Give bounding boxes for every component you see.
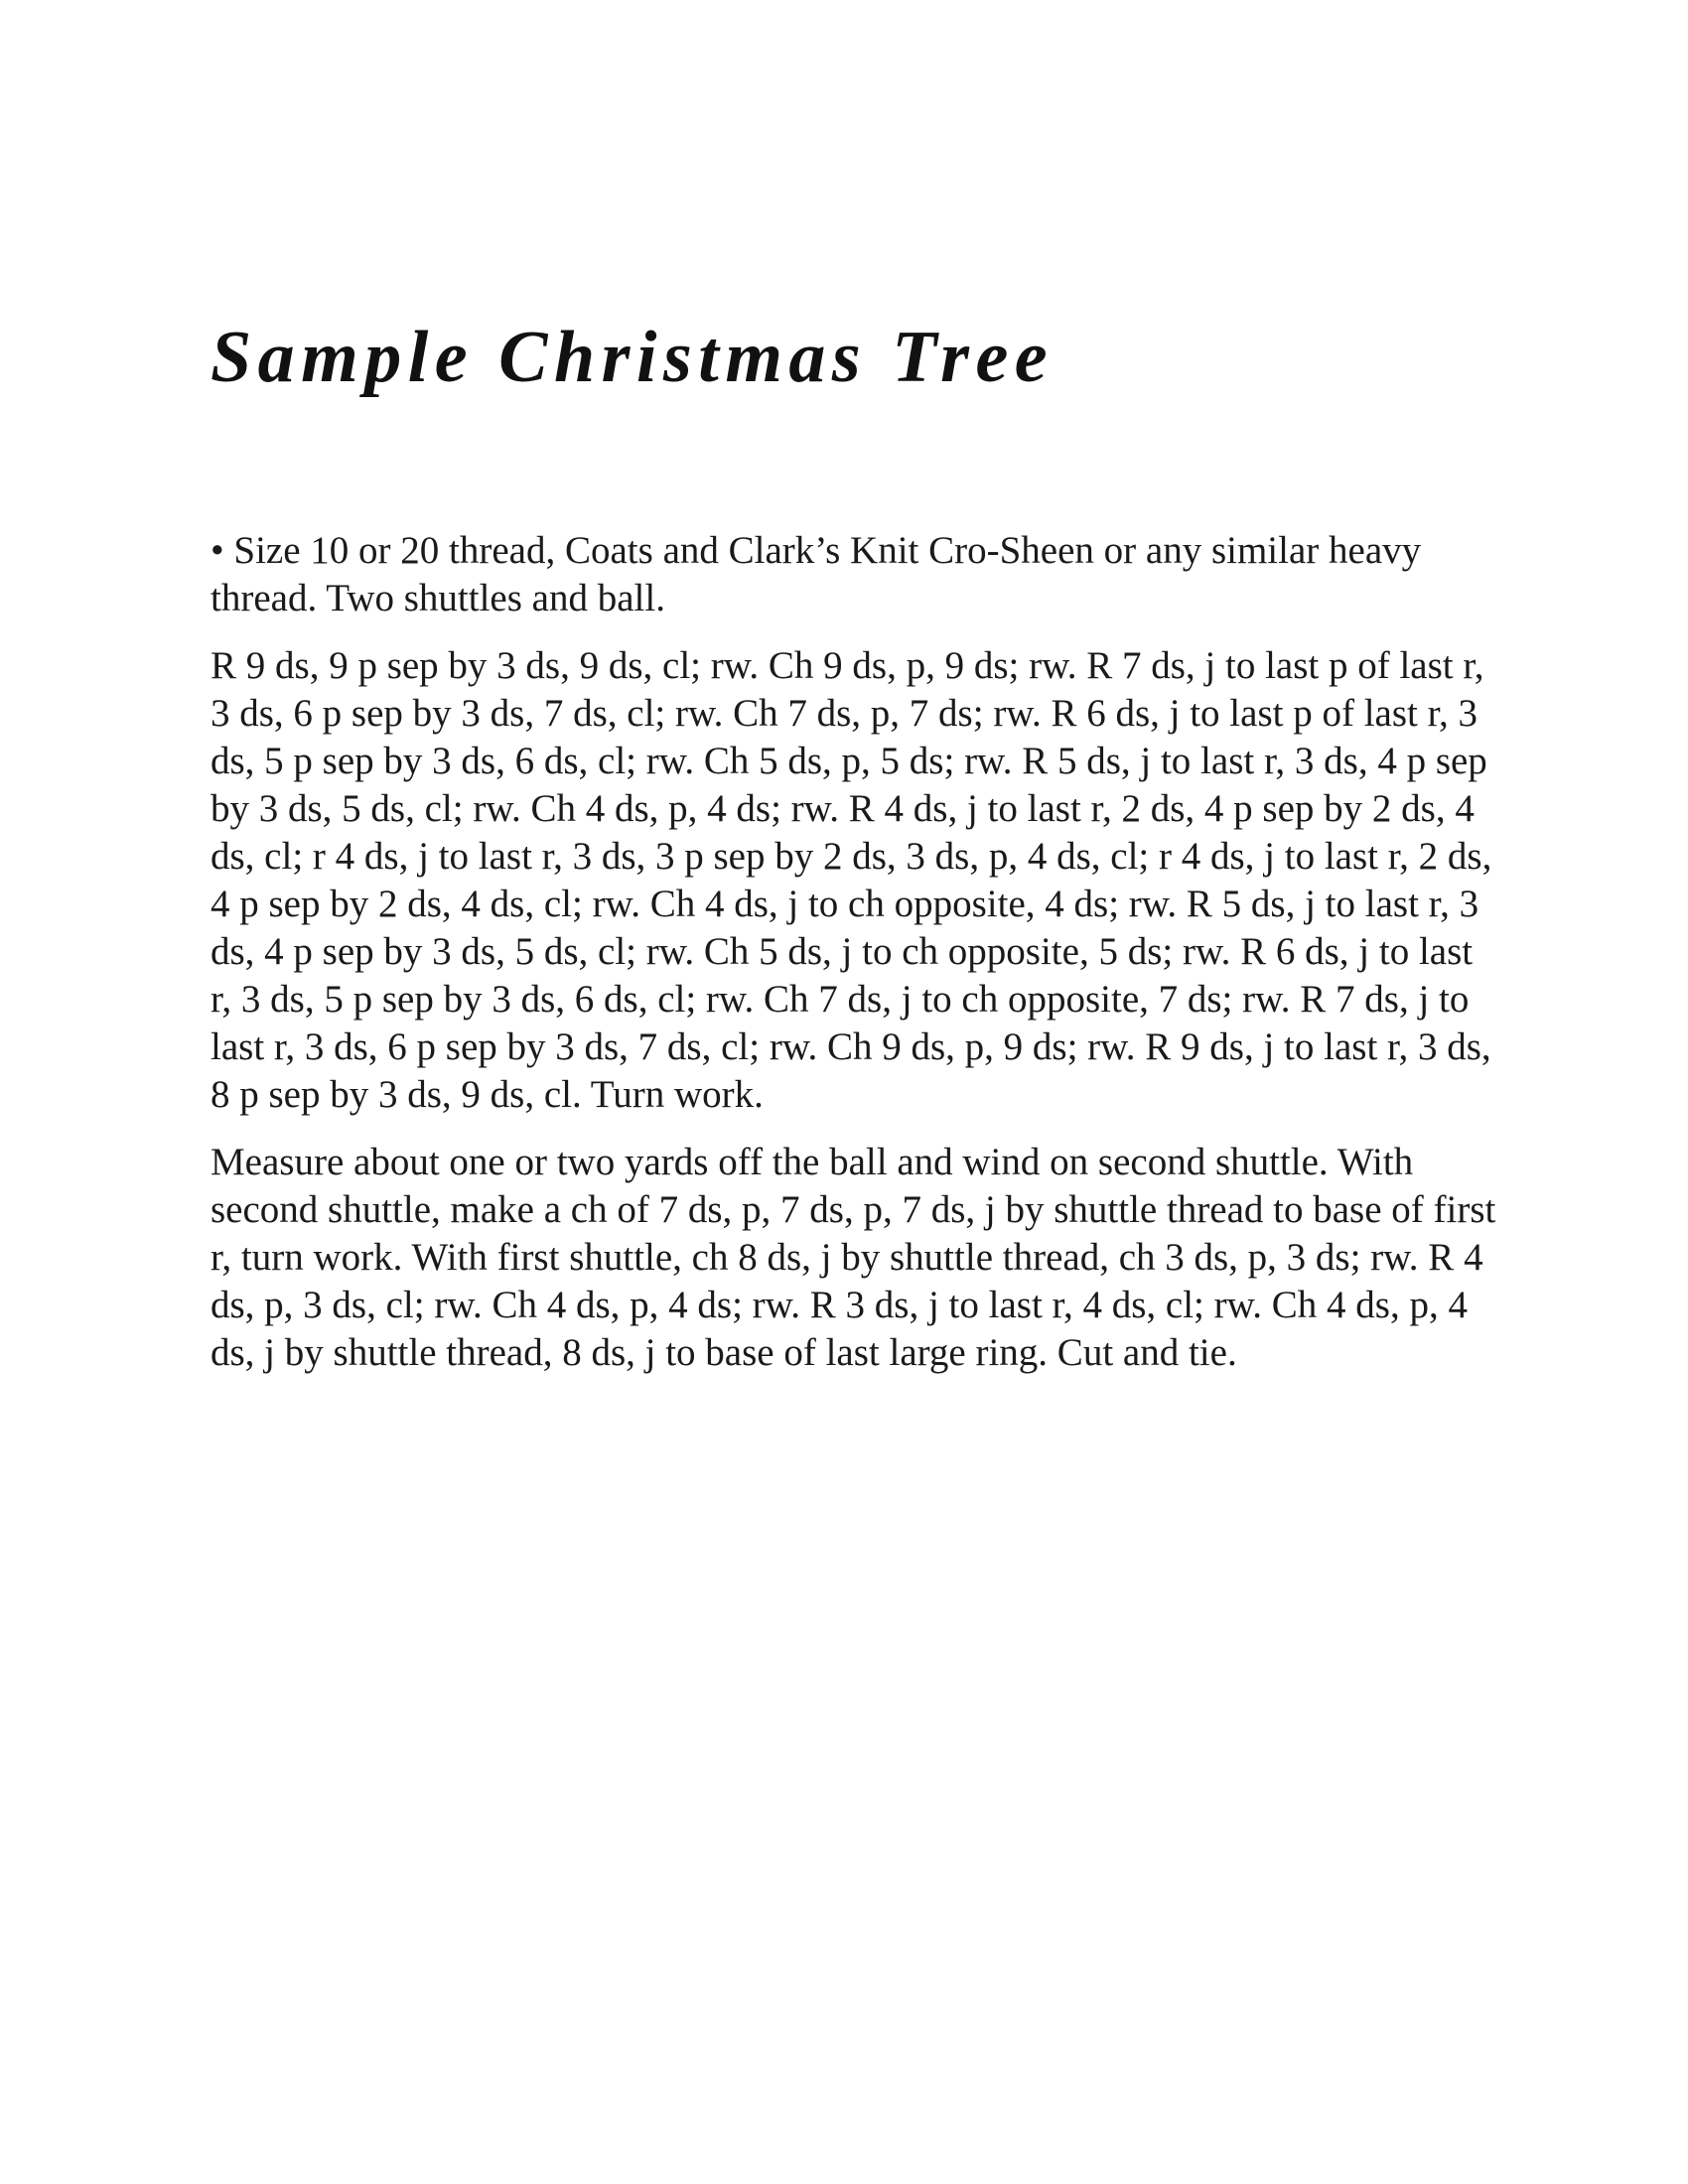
- materials-paragraph: • Size 10 or 20 thread, Coats and Clark’s Knit Cro-Sheen or any similar heavy thread. Two shuttles and ball.: [211, 529, 1422, 619]
- pattern-body: [211, 527, 1501, 1397]
- instructions-paragraph: R 9 ds, 9 p sep by 3 ds, 9 ds, cl; rw. Ch 9 ds, p, 9 ds; rw. R 7 ds, j to last p of last r, 3 ds, 6 p sep by 3 ds, 7 ds, cl; rw. Ch 7 ds, p, 7 ds; rw. R 6 ds, j to last p of last r, 3 ds, 5 p sep by 3 ds, 6 ds, cl; rw. Ch 5 ds, p, 5 ds; rw. R 5 ds, j to last r, 3 ds, 4 p sep by 3 ds, 5 ds, cl; rw. Ch 4 ds, p, 4 ds; rw. R 4 ds, j to last r, 2 ds, 4 p sep by 2 ds, 4 ds, cl; r 4 ds, j to last r, 3 ds, 3 p sep by 2 ds, 3 ds, p, 4 ds, cl; r 4 ds, j to last r, 2 ds, 4 p sep by 2 ds, 4 ds, cl; rw. Ch 4 ds, j to ch opposite, 4 ds; rw. R 5 ds, j to last r, 3 ds, 4 p sep by 3 ds, 5 ds, cl; rw. Ch 5 ds, j to ch opposite, 5 ds; rw. R 6 ds, j to last r, 3 ds, 5 p sep by 3 ds, 6 ds, cl; rw. Ch 7 ds, j to ch opposite, 7 ds; rw. R 7 ds, j to last r, 3 ds, 6 p sep by 3 ds, 7 ds, cl; rw. Ch 9 ds, p, 9 ds; rw. R 9 ds, j to last r, 3 ds, 8 p sep by 3 ds, 9 ds, cl. Turn work.: [211, 644, 1492, 1116]
- page-title: Sample Christmas Tree: [211, 317, 1055, 398]
- finishing-paragraph: Measure about one or two yards off the ball and wind on second shuttle. With second shuttle, make a ch of 7 ds, p, 7 ds, p, 7 ds, j by shuttle thread to base of first r, turn work. With first shuttle, ch 8 ds, j by shuttle thread, ch 3 ds, p, 3 ds; rw. R 4 ds, p, 3 ds, cl; rw. Ch 4 ds, p, 4 ds; rw. R 3 ds, j to last r, 4 ds, cl; rw. Ch 4 ds, p, 4 ds, j by shuttle thread, 8 ds, j to base of last large ring. Cut and tie.: [211, 1141, 1496, 1374]
